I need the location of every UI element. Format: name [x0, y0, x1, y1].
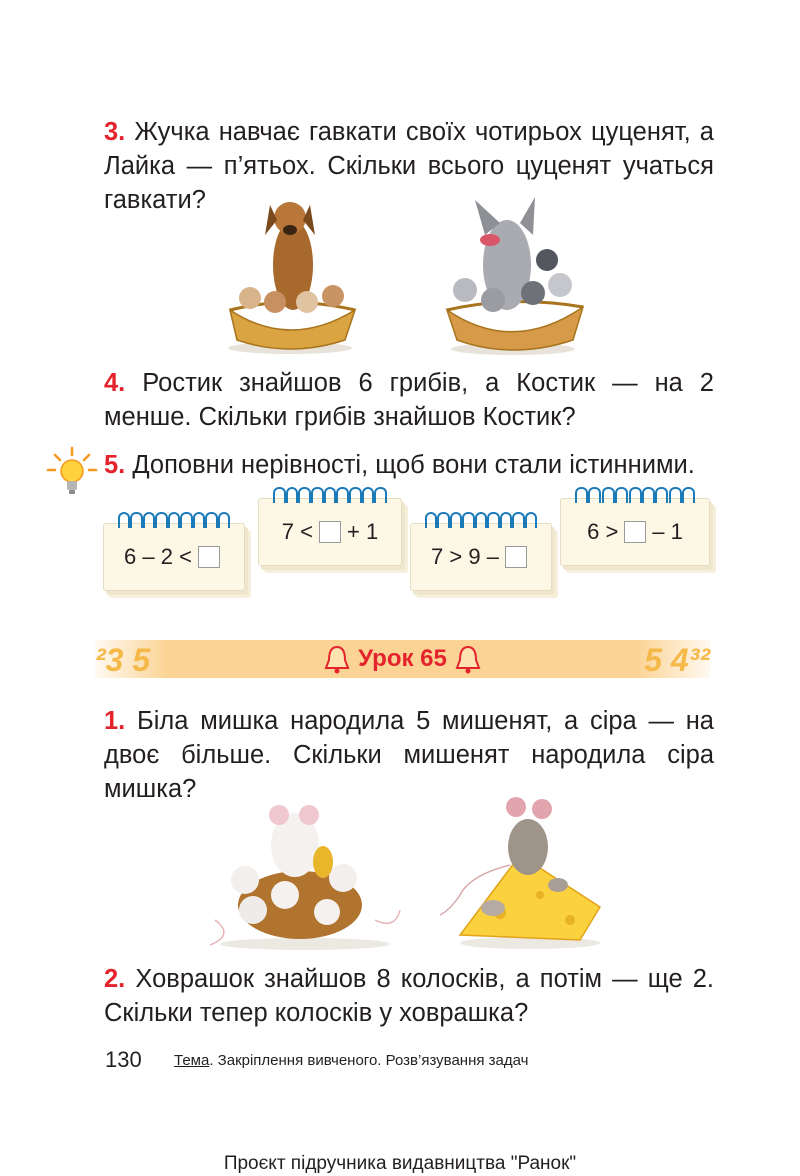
task-5 [104, 448, 734, 482]
inequality-card [103, 523, 245, 591]
page-number: 130 [105, 1047, 142, 1072]
task-3 [104, 115, 714, 217]
dog-with-puppies-illustration [215, 190, 365, 355]
inequality-left: 6 – 2 < [124, 544, 192, 569]
bell-icon [324, 644, 350, 674]
gray-mouse-on-cheese-illustration [430, 795, 605, 950]
inequality-right: – 1 [652, 519, 683, 544]
task-number: 3. [104, 118, 126, 146]
lesson-title: Урок 65 [358, 645, 447, 672]
banner-digits-left: ²3 5 [95, 642, 151, 678]
answer-box[interactable] [624, 521, 646, 543]
footer-topic [174, 1052, 528, 1069]
answer-box[interactable] [319, 521, 341, 543]
task-number: 4. [104, 369, 126, 397]
task-number: 5. [104, 451, 126, 479]
inequality-left: 7 < [281, 519, 313, 544]
topic-label: Тема [174, 1052, 210, 1069]
task-number: 2. [104, 965, 126, 993]
banner-digits-right: 5 4³² [644, 642, 710, 678]
lesson-task-2 [104, 962, 714, 1030]
light-bulb-icon [46, 446, 98, 498]
task-text: Жучка навчає гавкати своїх чотирьох цуценят, а Лайка — п’ятьох. Скільки всього цуценят учаться гавкати? [104, 118, 714, 214]
wolf-dog-with-puppies-illustration [435, 195, 590, 355]
inequality-card [560, 498, 710, 566]
task-text: Біла мишка народила 5 мишенят, а сіра — на двоє більше. Скільки мишенят народила сіра мишка? [104, 707, 714, 803]
inequality-left: 6 > [587, 519, 619, 544]
task-number: 1. [104, 707, 126, 735]
task-text: Ховрашок знайшов 8 колосків, а потім — ще 2. Скільки тепер колосків у ховрашка? [104, 965, 714, 1027]
task-text: Доповни нерівності, щоб вони стали істинними. [132, 451, 695, 479]
inequality-left: 7 > 9 – [431, 544, 499, 569]
answer-box[interactable] [505, 546, 527, 568]
inequality-right: + 1 [347, 519, 379, 544]
white-mouse-with-babies-illustration [205, 800, 405, 950]
inequality-card [410, 523, 552, 591]
lesson-banner [95, 640, 710, 678]
task-text: Ростик знайшов 6 грибів, а Костик — на 2 менше. Скільки грибів знайшов Костик? [104, 369, 714, 431]
task-4 [104, 366, 714, 434]
bell-icon [455, 644, 481, 674]
inequality-card [258, 498, 402, 566]
topic-text: . Закріплення вивченого. Розв’язування задач [209, 1052, 529, 1069]
answer-box[interactable] [198, 546, 220, 568]
lesson-task-1 [104, 704, 714, 806]
publisher-note: Проєкт підручника видавництва "Ранок" [223, 1153, 577, 1174]
